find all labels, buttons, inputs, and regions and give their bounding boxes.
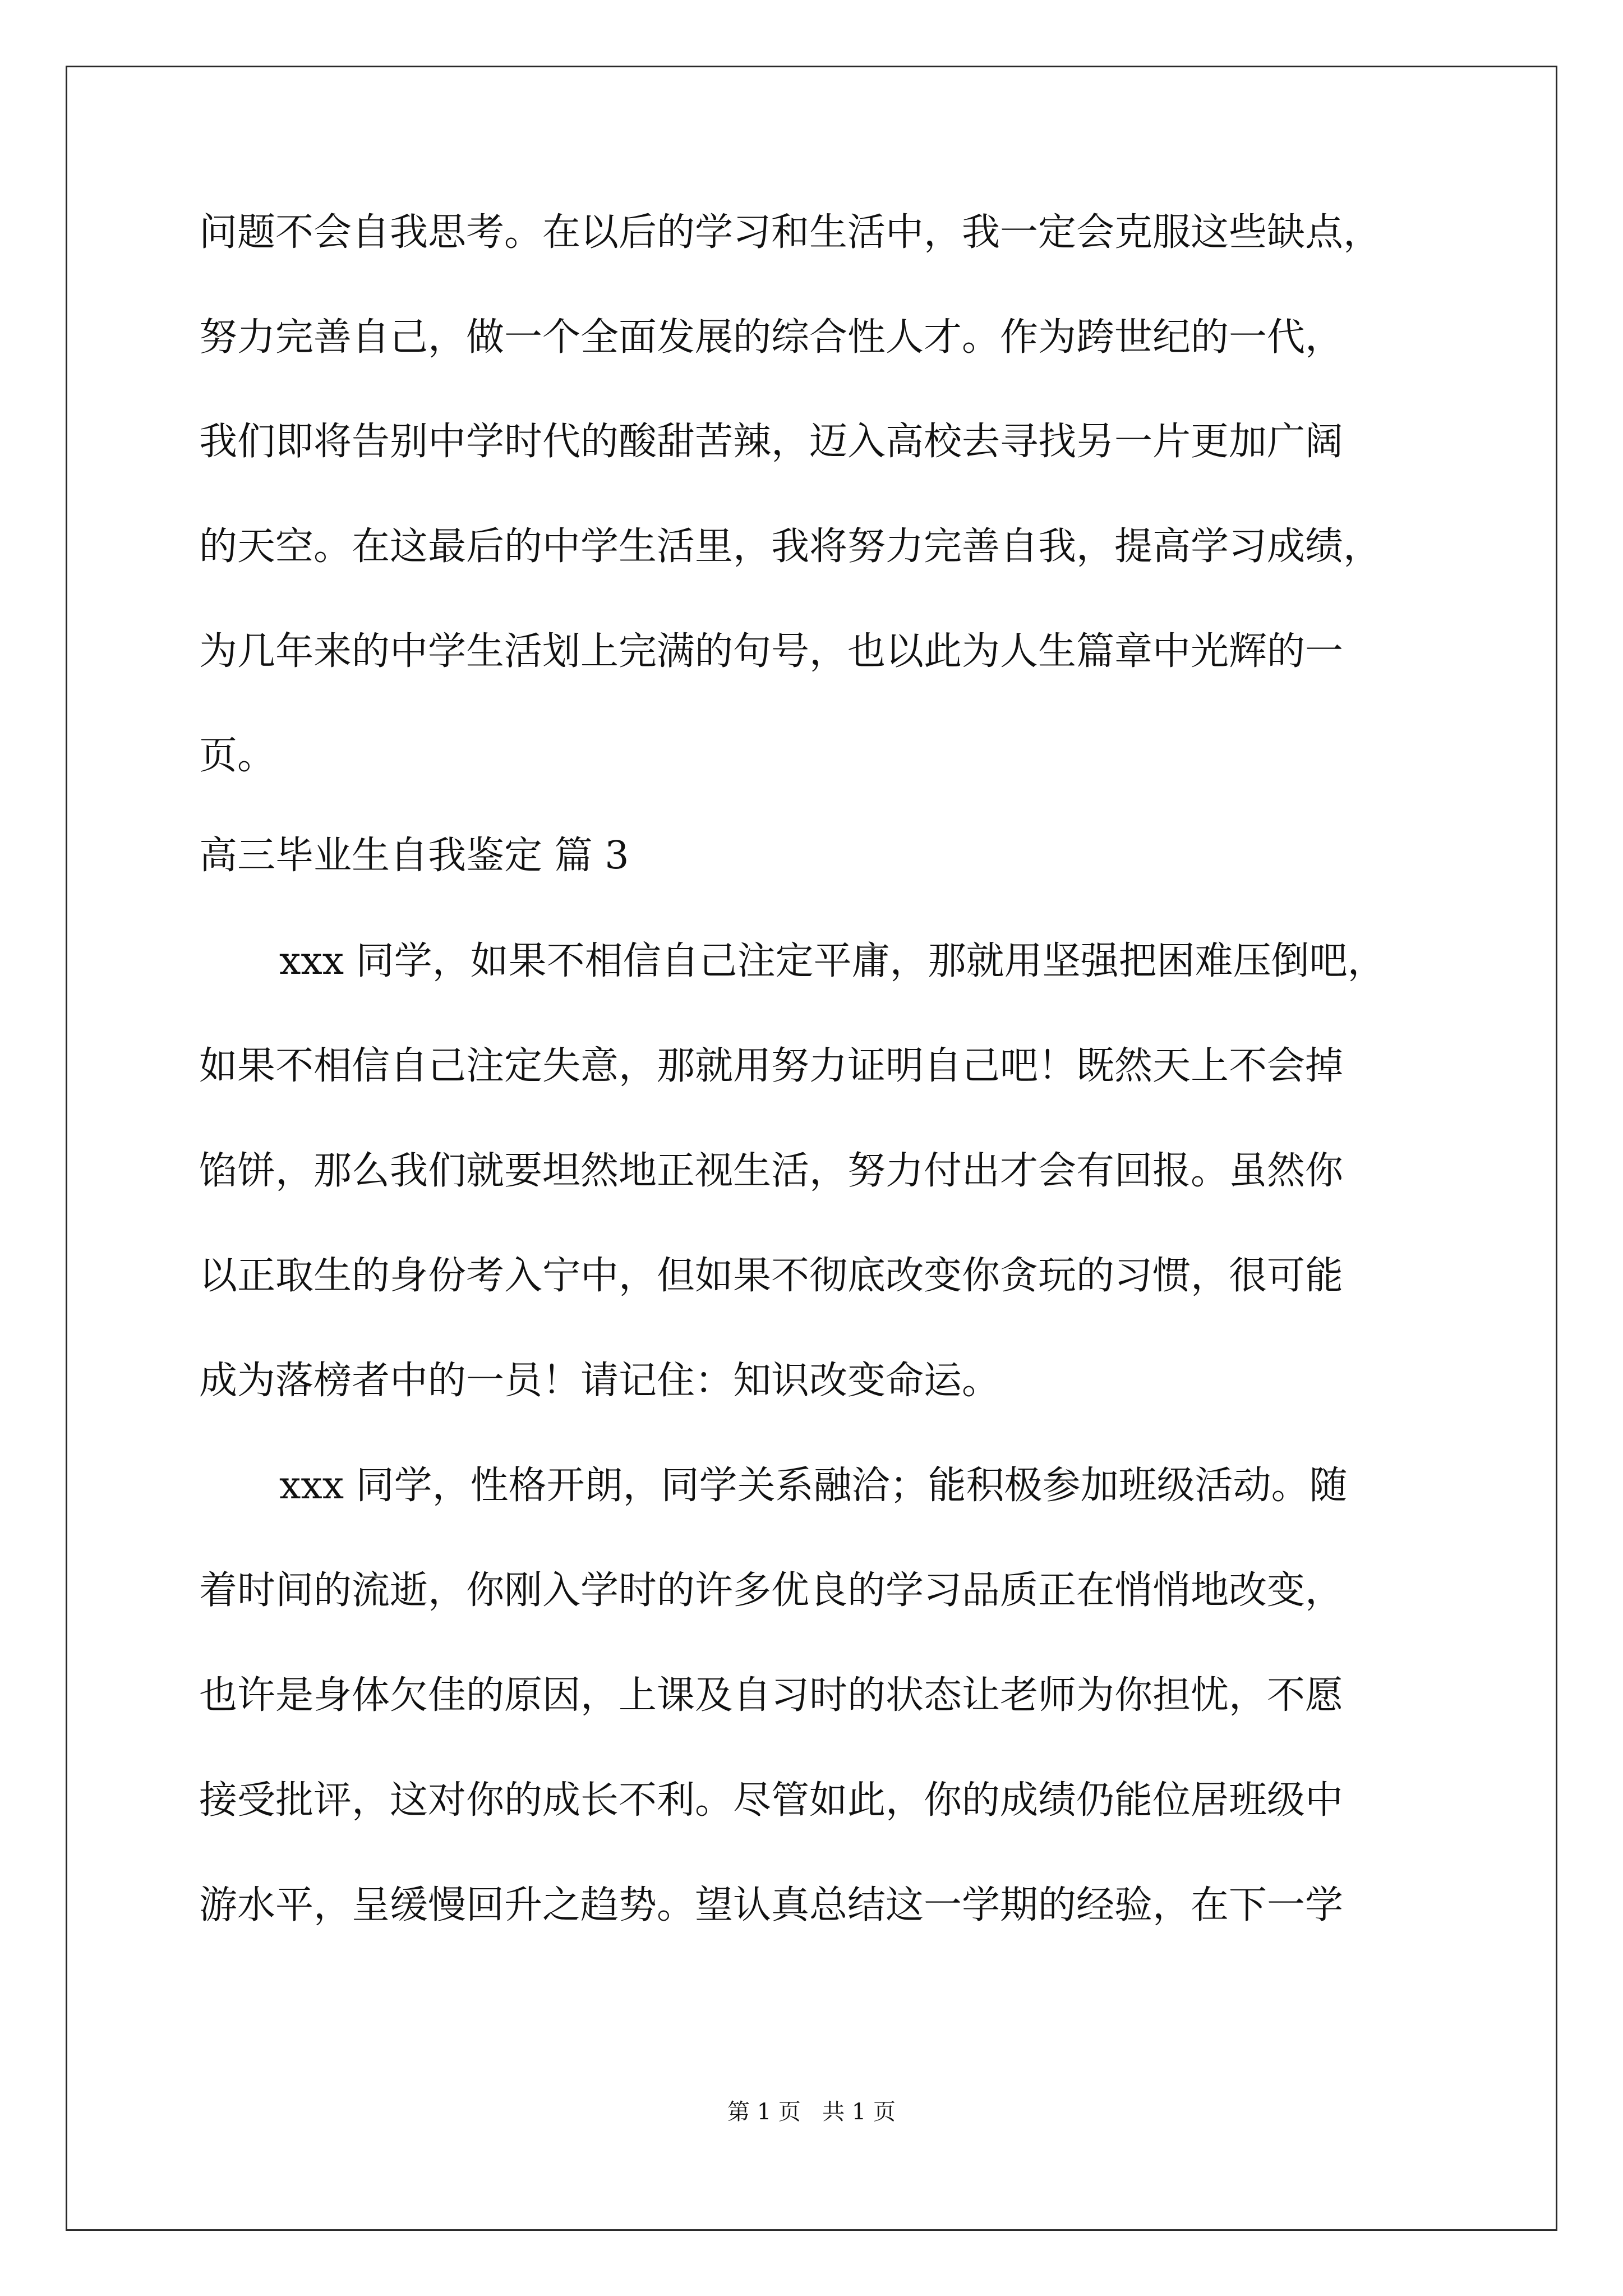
paragraph-2-line-3: 也许是身体欠佳的原因，上课及自习时的状态让老师为你担忧，不愿 [199,1673,1344,1718]
body-line-2: 努力完善自己，做一个全面发展的综合性人才。作为跨世纪的一代， [199,315,1344,360]
paragraph-2-line-1: xxx 同学，性格开朗，同学关系融洽；能积极参加班级活动。随 [279,1464,1348,1508]
paragraph-2-line-4: 接受批评，这对你的成长不利。尽管如此，你的成绩仍能位居班级中 [199,1778,1344,1823]
paragraph-1-line-4: 以正取生的身份考入宁中，但如果不彻底改变你贪玩的习惯，很可能 [199,1254,1344,1298]
paragraph-1-line-5: 成为落榜者中的一员！请记住：知识改变命运。 [199,1359,1000,1403]
page-footer: 第 1 页 共 1 页 [727,2099,896,2125]
paragraph-1-line-2: 如果不相信自己注定失意，那就用努力证明自己吧！既然天上不会掉 [199,1044,1344,1088]
paragraph-2-line-2: 着时间的流逝，你刚入学时的许多优良的学习品质正在悄悄地改变， [199,1568,1344,1613]
paragraph-1-line-1: xxx 同学，如果不相信自己注定平庸，那就用坚强把困难压倒吧， [279,939,1386,983]
paragraph-1-line-3: 馅饼，那么我们就要坦然地正视生活，努力付出才会有回报。虽然你 [199,1149,1344,1193]
body-line-6: 页。 [199,734,276,778]
body-line-4: 的天空。在这最后的中学生活里，我将努力完善自我，提高学习成绩， [199,524,1382,569]
section-heading: 高三毕业生自我鉴定 篇 3 [199,834,629,878]
paragraph-2-line-5: 游水平，呈缓慢回升之趋势。望认真总结这一学期的经验，在下一学 [199,1883,1344,1927]
body-line-5: 为几年来的中学生活划上完满的句号，也以此为人生篇章中光辉的一 [199,629,1344,674]
body-line-3: 我们即将告别中学时代的酸甜苦辣，迈入高校去寻找另一片更加广阔 [199,420,1344,464]
body-line-1: 问题不会自我思考。在以后的学习和生活中，我一定会克服这些缺点， [199,210,1382,255]
